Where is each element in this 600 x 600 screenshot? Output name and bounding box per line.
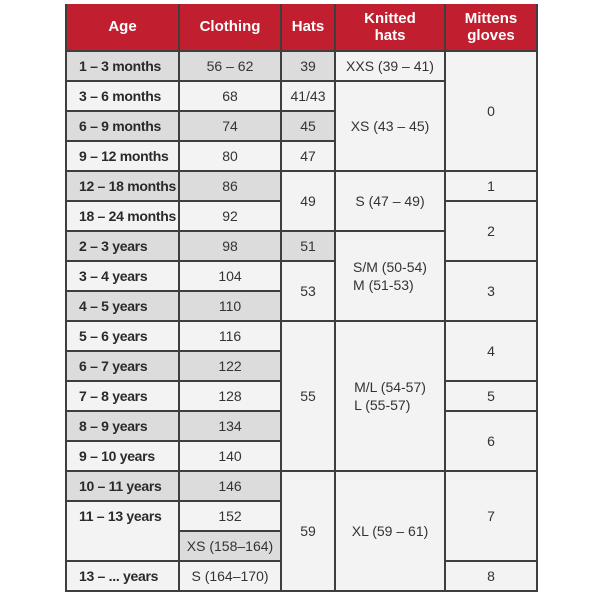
cell-mittens-gloves: 4 — [445, 321, 537, 381]
cell-clothing: XS (158–164) — [179, 531, 281, 561]
cell-age: 13 – ... years — [66, 561, 179, 591]
cell-mittens-gloves: 8 — [445, 561, 537, 591]
cell-hats: 55 — [281, 321, 335, 471]
header-knitted-hats-label: Knitted hats — [364, 9, 416, 44]
cell-clothing: 68 — [179, 81, 281, 111]
cell-clothing: 134 — [179, 411, 281, 441]
cell-age: 3 – 4 years — [66, 261, 179, 291]
cell-hats: 59 — [281, 471, 335, 591]
cell-clothing: 80 — [179, 141, 281, 171]
header-mittens-gloves — [445, 4, 537, 51]
cell-hats: 53 — [281, 261, 335, 321]
cell-age: 8 – 9 years — [66, 411, 179, 441]
cell-knitted-hats — [335, 231, 445, 321]
cell-clothing: 74 — [179, 111, 281, 141]
cell-mittens-gloves: 7 — [445, 471, 537, 561]
cell-age: 7 – 8 years — [66, 381, 179, 411]
cell-mittens-gloves: 1 — [445, 171, 537, 201]
cell-age: 6 – 9 months — [66, 111, 179, 141]
cell-mittens-gloves: 2 — [445, 201, 537, 261]
table-row — [66, 51, 537, 81]
cell-mittens-gloves: 6 — [445, 411, 537, 471]
table-row — [66, 321, 537, 351]
header-age-label: Age — [108, 18, 137, 36]
header-age — [66, 4, 179, 51]
cell-age: 2 – 3 years — [66, 231, 179, 261]
cell-hats: 51 — [281, 231, 335, 261]
cell-mittens-gloves: 0 — [445, 51, 537, 171]
cell-mittens-gloves: 5 — [445, 381, 537, 411]
cell-age: 9 – 10 years — [66, 441, 179, 471]
cell-knitted-hats: XL (59 – 61) — [335, 471, 445, 591]
knitted-hats-text: S/M (50-54) M (51-53) — [353, 258, 427, 293]
cell-clothing: 116 — [179, 321, 281, 351]
header-mittens-gloves-label: Mittens gloves — [464, 9, 518, 44]
cell-hats: 47 — [281, 141, 335, 171]
cell-clothing: 140 — [179, 441, 281, 471]
cell-clothing: 110 — [179, 291, 281, 321]
cell-clothing: 152 — [179, 501, 281, 531]
knitted-hats-text: M/L (54-57) L (55-57) — [354, 378, 426, 413]
header-row — [66, 4, 537, 51]
header-clothing-label: Clothing — [199, 18, 261, 36]
cell-clothing: 98 — [179, 231, 281, 261]
table-row — [66, 261, 537, 291]
cell-hats: 39 — [281, 51, 335, 81]
header-knitted-hats — [335, 4, 445, 51]
table-row — [66, 171, 537, 201]
header-hats-label: Hats — [291, 18, 325, 36]
cell-clothing: S (164–170) — [179, 561, 281, 591]
size-chart-table — [65, 4, 538, 592]
cell-age: 12 – 18 months — [66, 171, 179, 201]
cell-age: 1 – 3 months — [66, 51, 179, 81]
cell-age: 4 – 5 years — [66, 291, 179, 321]
cell-hats: 41/43 — [281, 81, 335, 111]
cell-clothing: 92 — [179, 201, 281, 231]
cell-age: 6 – 7 years — [66, 351, 179, 381]
cell-clothing: 86 — [179, 171, 281, 201]
cell-age: 18 – 24 months — [66, 201, 179, 231]
cell-age: 11 – 13 years — [66, 501, 179, 561]
cell-age: 5 – 6 years — [66, 321, 179, 351]
cell-mittens-gloves: 3 — [445, 261, 537, 321]
cell-age: 3 – 6 months — [66, 81, 179, 111]
cell-hats: 45 — [281, 111, 335, 141]
cell-knitted-hats: XXS (39 – 41) — [335, 51, 445, 81]
cell-clothing: 56 – 62 — [179, 51, 281, 81]
cell-knitted-hats — [335, 321, 445, 471]
cell-clothing: 122 — [179, 351, 281, 381]
cell-clothing: 146 — [179, 471, 281, 501]
table-row — [66, 471, 537, 501]
cell-clothing: 104 — [179, 261, 281, 291]
cell-clothing: 128 — [179, 381, 281, 411]
cell-knitted-hats: XS (43 – 45) — [335, 81, 445, 171]
cell-hats: 49 — [281, 171, 335, 231]
cell-knitted-hats: S (47 – 49) — [335, 171, 445, 231]
header-clothing — [179, 4, 281, 51]
cell-age: 9 – 12 months — [66, 141, 179, 171]
header-hats — [281, 4, 335, 51]
cell-age: 10 – 11 years — [66, 471, 179, 501]
